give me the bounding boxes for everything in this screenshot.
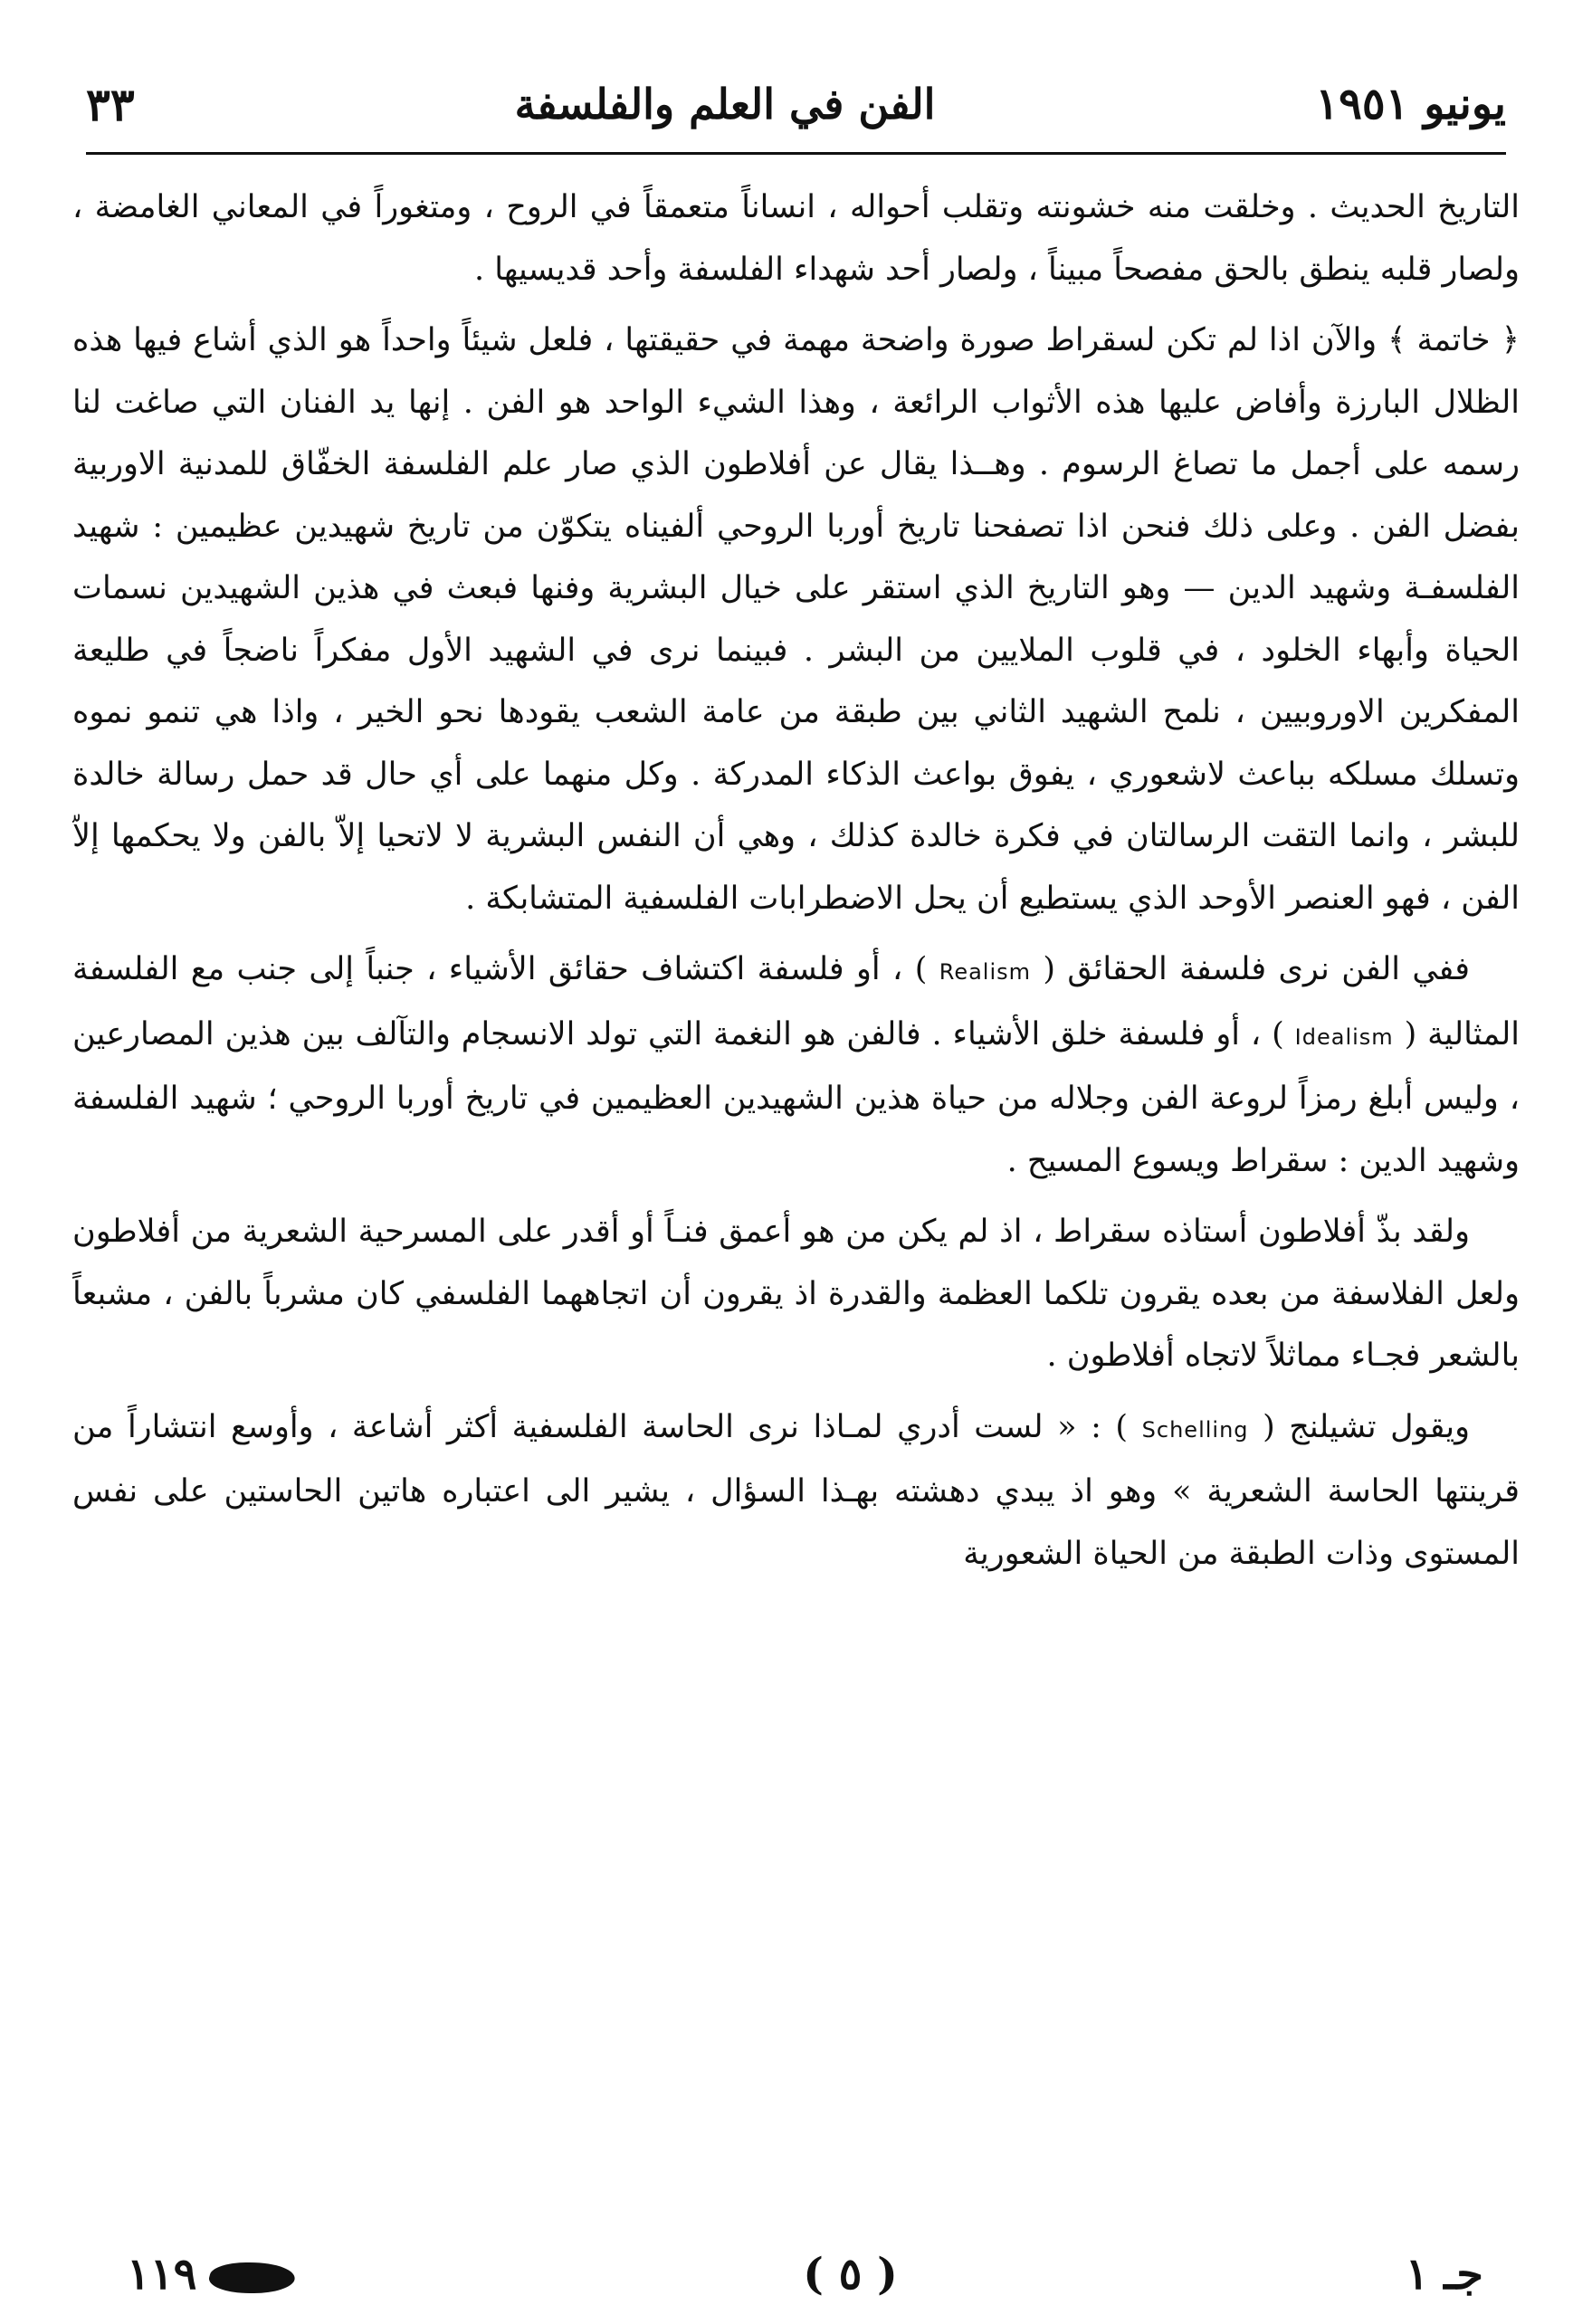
paragraph-4: ولقد بذّ أفلاطون أستاذه سقراط ، اذ لم يكن من هو أعمق فنـاً أو أقدر على المسرحية الشعرية من أفلاطون ولعل الفلاسفة من بعده يقرون تلكما العظمة والقدرة اذ يقرون أن اتجاههما الفلسفي كان مشرباً بالفن ، مشبعاً بالشعر فجـاء مماثلاً لاتجاه أفلاطون .	[72, 1214, 1520, 1374]
paragraph-3-text-b: ) ، أو فلسفة اكتشاف حقائق الأشياء ، جنباً إلى جنب مع الفلسفة المثالية (	[72, 951, 1520, 1052]
page-number: ٣٣	[86, 77, 135, 131]
term-schelling: Schelling	[1141, 1416, 1249, 1443]
footer-right: جـ ١	[1405, 2249, 1483, 2300]
paragraph-5-text-b: ) : « لست أدري لمـاذا نرى الحاسة الفلسفية أكثر أشاعة ، وأوسع انتشاراً من قرينتها الحاسة الشعرية » وهو اذ يبدي دهشته بهـذا السؤال ، يشير الى اعتباره هاتين الحاستين على نفس المستوى وذات الطبقة من الحياة الشعورية	[72, 1408, 1520, 1572]
footer-number: ١١٩	[127, 2249, 197, 2300]
term-idealism: Idealism	[1294, 1024, 1394, 1050]
ink-smudge	[205, 2262, 300, 2293]
issue-date: يونيو ١٩٥١	[1315, 79, 1506, 129]
running-title: الفن في العلم والفلسفة	[514, 80, 936, 129]
header-rule	[86, 152, 1506, 155]
paragraph-3-text-a: ففي الفن نرى فلسفة الحقائق (	[1043, 951, 1470, 987]
running-header	[86, 72, 1506, 136]
paragraph-1: التاريخ الحديث . وخلقت منه خشونته وتقلب أحواله ، انساناً متعمقاً في الروح ، ومتغوراً في المعاني الغامضة ، ولصار قلبه ينطق بالحق مفصحاً مبيناً ، ولصار أحد شهداء الفلسفة وأحد قديسيها .	[72, 189, 1520, 288]
paragraph-5-text-a: ويقول تشيلنج (	[1263, 1408, 1470, 1445]
paragraph-3-text-c: ) ، أو فلسفة خلق الأشياء . فالفن هو النغمة التي تولد الانسجام والتآلف بين هذين المصارعين ، وليس أبلغ رمزاً لروعة الفن وجلاله من حياة هذين الشهيدين العظيمين في تاريخ أوربا الروحي ؛ شهيد الفلسفة وشهيد الدين : سقراط ويسوع المسيح .	[72, 1015, 1520, 1179]
footer-left	[127, 2249, 295, 2300]
paragraph-3	[72, 938, 1520, 1192]
paragraph-2: ﴿ خاتمة ﴾ والآن اذا لم تكن لسقراط صورة واضحة مهمة في حقيقتها ، فلعل شيئاً واحداً هو الذي أشاع فيها هذه الظلال البارزة وأفاض عليها هذه الأثواب الرائعة ، وهذا الشيء الواحد هو الفن . إنها يد الفنان التي صاغت لنا رسمه على أجمل ما تصاغ الرسوم . وهــذا يقال عن أفلاطون الذي صار علم الفلسفة الخفّاق للمدنية الاوربية بفضل الفن . وعلى ذلك فنحن اذا تصفحنا تاريخ أوربا الروحي ألفيناه يتكوّن من تاريخ شهيدين عظيمين : شهيد الفلسفـة وشهيد الدين — وهو التاريخ الذي استقر على خيال البشرية وفنها فبعث في هذين الشهيدين نسمات الحياة وأبهاء الخلود ، في قلوب الملايين من البشر . فبينما نرى في الشهيد الأول مفكراً ناضجاً في طليعة المفكرين الاوروبيين ، نلمح الشهيد الثاني بين طبقة من عامة الشعب يقودها نحو الخير ، واذا هي تنمو نموه وتسلك مسلكه بباعث لاشعوري ، يفوق بواعث الذكاء المدركة . وكل منهما على أي حال قد حمل رسالة خالدة للبشر ، وانما التقت الرسالتان في فكرة خالدة كذلك ، وهي أن النفس البشرية لا لاتحيا إلاّ بالفن ولا يحكمها إلاّ الفن ، فهو العنصر الأوحد الذي يستطيع أن يحل الاضطرابات الفلسفية المتشابكة .	[72, 322, 1520, 917]
term-realism: Realism	[939, 959, 1032, 985]
footer-center: ( ٥ )	[803, 2249, 898, 2300]
article-body	[72, 176, 1520, 2222]
paragraph-5	[72, 1396, 1520, 1586]
page-footer	[127, 2243, 1483, 2306]
